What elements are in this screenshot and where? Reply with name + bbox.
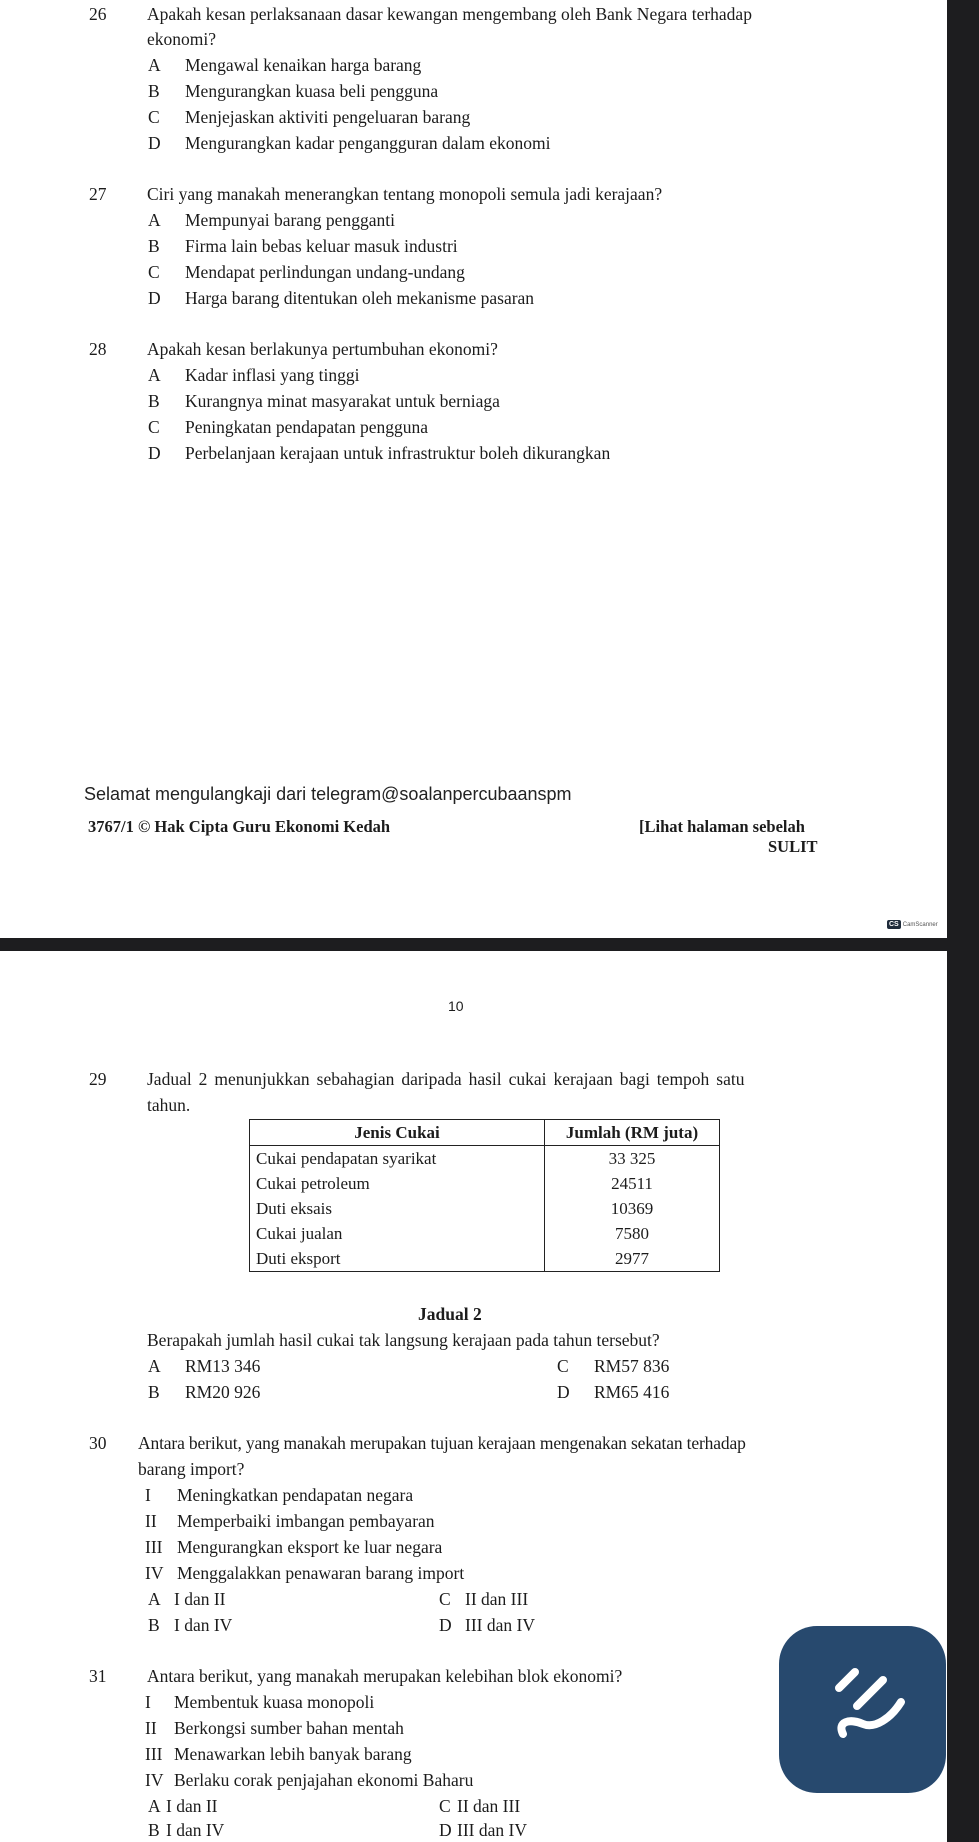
q29-text-line2: tahun. [147, 1095, 191, 1115]
q26-option-d-text: Mengurangkan kadar pengangguran dalam ekonomi [185, 133, 551, 153]
q31-statement-iii-roman: III [145, 1744, 163, 1764]
q30-statement-ii-text: Memperbaiki imbangan pembayaran [177, 1511, 435, 1531]
q31-statement-i-text: Membentuk kuasa monopoli [174, 1692, 375, 1712]
table-cell-type: Duti eksport [250, 1246, 545, 1272]
q27-option-d-text: Harga barang ditentukan oleh mekanisme pasaran [185, 288, 535, 308]
q31-option-a-text: I dan II [166, 1796, 218, 1816]
table-cell-amount: 24511 [545, 1171, 720, 1196]
q31-option-c-text: II dan III [457, 1796, 521, 1816]
q31-option-d-letter: D [439, 1820, 452, 1840]
q30-option-c-letter: C [439, 1589, 451, 1609]
q26-option-c-text: Menjejaskan aktiviti pengeluaran barang [185, 107, 471, 127]
q29-text-line1: Jadual 2 menunjukkan sebahagian daripada hasil cukai kerajaan bagi tempoh satu [147, 1069, 745, 1089]
page-number: 10 [448, 998, 464, 1014]
q28-option-b-text: Kurangnya minat masyarakat untuk berniaga [185, 391, 500, 411]
q31-number: 31 [89, 1666, 107, 1686]
table-cell-type: Cukai jualan [250, 1221, 545, 1246]
q28-option-d-text: Perbelanjaan kerajaan untuk infrastruktur boleh dikurangkan [185, 443, 611, 463]
tax-table [249, 1119, 720, 1272]
q30-option-d-text: III dan IV [465, 1615, 535, 1635]
q30-option-b-letter: B [148, 1615, 160, 1635]
q31-statement-ii-text: Berkongsi sumber bahan mentah [174, 1718, 404, 1738]
q31-option-b-letter: B [148, 1820, 160, 1840]
q26-text-line1: Apakah kesan perlaksanaan dasar kewangan mengembang oleh Bank Negara terhadap [147, 4, 752, 24]
table-row [250, 1146, 720, 1172]
camscanner-text: CamScanner [902, 922, 938, 928]
q28-option-c-text: Peningkatan pendapatan pengguna [185, 417, 428, 437]
q31-statement-iii-text: Menawarkan lebih banyak barang [174, 1744, 412, 1764]
q31-text-line1: Antara berikut, yang manakah merupakan kelebihan blok ekonomi? [147, 1666, 623, 1686]
q30-statement-iii-roman: III [145, 1537, 163, 1557]
q30-statement-ii-roman: II [145, 1511, 157, 1531]
q30-statement-i-roman: I [145, 1485, 151, 1505]
q30-option-d-letter: D [439, 1615, 452, 1635]
q30-option-c-text: II dan III [465, 1589, 529, 1609]
table-header-amount: Jumlah (RM juta) [545, 1120, 720, 1146]
q29-number: 29 [89, 1069, 107, 1089]
table-cell-type: Cukai pendapatan syarikat [250, 1146, 545, 1172]
footer-copyright: 3767/1 © Hak Cipta Guru Ekonomi Kedah [88, 817, 391, 836]
q27-option-b-text: Firma lain bebas keluar masuk industri [185, 236, 458, 256]
q30-statement-iv-roman: IV [145, 1563, 164, 1583]
q26-option-b-letter: B [148, 81, 160, 101]
q30-option-a-text: I dan II [174, 1589, 226, 1609]
q30-option-a-letter: A [148, 1589, 161, 1609]
q26-text-line2: ekonomi? [147, 29, 217, 49]
camscanner-badge: CS [889, 921, 899, 928]
table-cell-amount: 33 325 [545, 1146, 720, 1172]
table-row [250, 1221, 720, 1246]
q30-statement-iii-text: Mengurangkan eksport ke luar negara [177, 1537, 443, 1557]
table-header-row [250, 1120, 720, 1146]
q30-text-line1: Antara berikut, yang manakah merupakan tujuan kerajaan mengenakan sekatan terhadap [138, 1433, 746, 1453]
q26-option-a-letter: A [148, 55, 161, 75]
q31-option-d-text: III dan IV [457, 1820, 527, 1840]
q29-option-b-text: RM20 926 [185, 1382, 261, 1402]
camscanner-watermark [887, 920, 938, 929]
q27-text-line1: Ciri yang manakah menerangkan tentang monopoli semula jadi kerajaan? [147, 184, 663, 204]
q27-option-b-letter: B [148, 236, 160, 256]
q29-question: Berapakah jumlah hasil cukai tak langsung kerajaan pada tahun tersebut? [147, 1330, 660, 1350]
q31-option-c-letter: C [439, 1796, 451, 1816]
table-caption: Jadual 2 [418, 1304, 482, 1324]
q29-option-b-letter: B [148, 1382, 160, 1402]
q28-option-c-letter: C [148, 417, 160, 437]
q31-statement-iv-roman: IV [145, 1770, 164, 1790]
q27-option-c-text: Mendapat perlindungan undang-undang [185, 262, 465, 282]
pencil-edit-icon [779, 1626, 946, 1793]
table-cell-amount: 10369 [545, 1196, 720, 1221]
q26-option-a-text: Mengawal kenaikan harga barang [185, 55, 422, 75]
q27-option-c-letter: C [148, 262, 160, 282]
q31-statement-i-roman: I [145, 1692, 151, 1712]
footer-sulit: SULIT [768, 837, 818, 856]
q26-option-c-letter: C [148, 107, 160, 127]
q29-option-d-letter: D [557, 1382, 570, 1402]
table-header-type: Jenis Cukai [250, 1120, 545, 1146]
q28-text-line1: Apakah kesan berlakunya pertumbuhan ekonomi? [147, 339, 498, 359]
q26-option-d-letter: D [148, 133, 161, 153]
q31-option-a-letter: A [148, 1796, 161, 1816]
q29-option-c-letter: C [557, 1356, 569, 1376]
table-cell-type: Duti eksais [250, 1196, 545, 1221]
q28-option-b-letter: B [148, 391, 160, 411]
q27-number: 27 [89, 184, 107, 204]
table-row [250, 1196, 720, 1221]
page-divider [0, 938, 947, 951]
table-cell-amount: 7580 [545, 1221, 720, 1246]
q28-option-a-letter: A [148, 365, 161, 385]
table-cell-amount: 2977 [545, 1246, 720, 1272]
q30-statement-i-text: Meningkatkan pendapatan negara [177, 1485, 414, 1505]
q28-option-d-letter: D [148, 443, 161, 463]
q27-option-a-letter: A [148, 210, 161, 230]
table-row [250, 1171, 720, 1196]
q28-option-a-text: Kadar inflasi yang tinggi [185, 365, 360, 385]
q30-number: 30 [89, 1433, 107, 1453]
q31-statement-ii-roman: II [145, 1718, 157, 1738]
q29-option-d-text: RM65 416 [594, 1382, 670, 1402]
q31-statement-iv-text: Berlaku corak penjajahan ekonomi Baharu [174, 1770, 474, 1790]
q26-option-b-text: Mengurangkan kuasa beli pengguna [185, 81, 439, 101]
q31-option-b-text: I dan IV [166, 1820, 225, 1840]
table-cell-type: Cukai petroleum [250, 1171, 545, 1196]
q27-option-d-letter: D [148, 288, 161, 308]
q29-option-c-text: RM57 836 [594, 1356, 670, 1376]
page-1 [0, 0, 947, 938]
q26-number: 26 [89, 4, 107, 24]
footer-next-page: [Lihat halaman sebelah [639, 817, 805, 836]
q27-option-a-text: Mempunyai barang pengganti [185, 210, 395, 230]
q30-text-line2: barang import? [138, 1459, 245, 1479]
q29-option-a-text: RM13 346 [185, 1356, 261, 1376]
table-row [250, 1246, 720, 1272]
q29-option-a-letter: A [148, 1356, 161, 1376]
q28-number: 28 [89, 339, 107, 359]
edit-fab-button[interactable] [779, 1626, 946, 1793]
q30-statement-iv-text: Menggalakkan penawaran barang import [177, 1563, 465, 1583]
telegram-note: Selamat mengulangkaji dari telegram@soalanpercubaanspm [84, 784, 572, 804]
q30-option-b-text: I dan IV [174, 1615, 233, 1635]
right-edge-bar [947, 0, 979, 1842]
